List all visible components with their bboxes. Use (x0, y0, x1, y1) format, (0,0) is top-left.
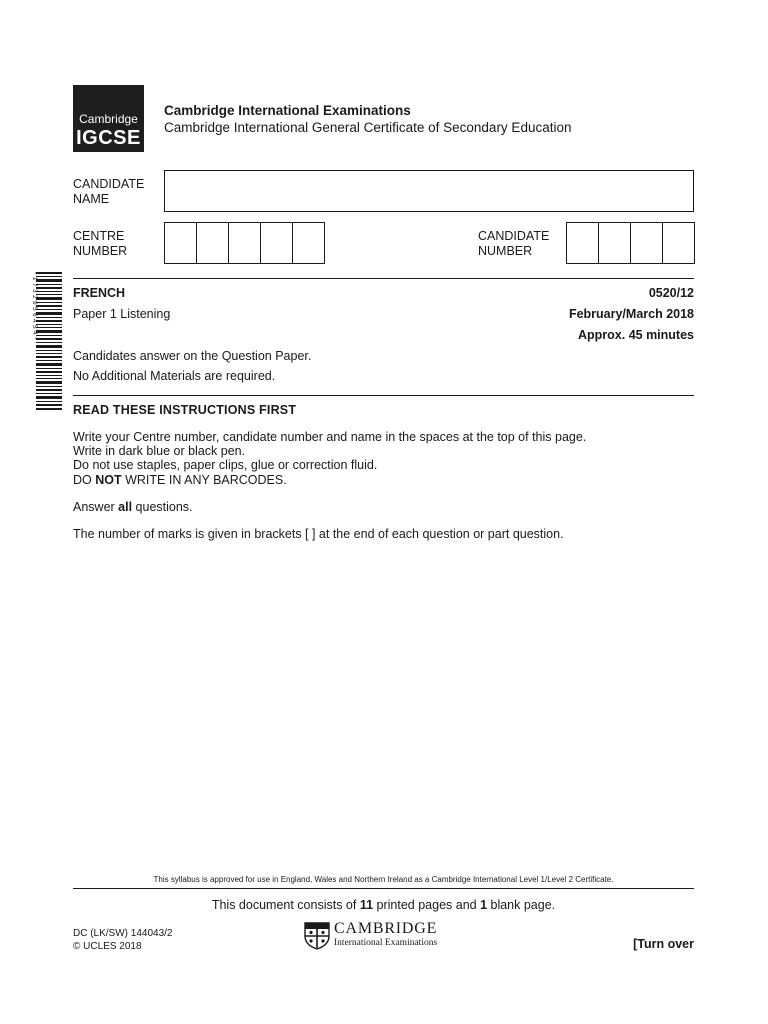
centre-number-field[interactable] (164, 222, 325, 264)
exam-session: February/March 2018 (568, 307, 694, 321)
divider (73, 278, 694, 279)
exam-board-title: Cambridge International Examinations (164, 103, 411, 118)
exam-board-subtitle: Cambridge International General Certificate of Secondary Education (164, 120, 572, 135)
cambridge-wordmark-subtitle: International Examinations (334, 938, 438, 948)
candidate-name-field[interactable] (164, 170, 694, 212)
materials-line-2: No Additional Materials are required. (73, 369, 276, 383)
paper-code: 0520/12 (648, 286, 694, 300)
page-count-printed: 11 (359, 898, 374, 912)
instruction-line-4-pre: DO (73, 473, 96, 487)
digit-box[interactable] (663, 223, 694, 263)
instruction-line-1: Write your Centre number, candidate number and name in the spaces at the top of this page. (73, 430, 587, 444)
answer-instruction-pre: Answer (73, 500, 119, 514)
candidate-number-field[interactable] (566, 222, 695, 264)
centre-number-label (73, 229, 127, 259)
instruction-line-4-post: WRITE IN ANY BARCODES. (121, 473, 287, 487)
digit-box[interactable] (599, 223, 631, 263)
divider (73, 888, 694, 889)
instruction-line-2: Write in dark blue or black pen. (73, 444, 246, 458)
syllabus-note: This syllabus is approved for use in England, Wales and Northern Ireland as a Cambridge International Level 1/Level 2 Certificate. (153, 875, 614, 884)
cambridge-wordmark: CAMBRIDGE (334, 920, 438, 937)
instructions-heading: READ THESE INSTRUCTIONS FIRST (73, 403, 297, 417)
digit-box[interactable] (631, 223, 663, 263)
digit-box[interactable] (293, 223, 324, 263)
candidate-number-label (478, 229, 549, 259)
subject-name: FRENCH (73, 286, 126, 300)
cambridge-crest-icon (304, 922, 330, 950)
marks-instruction: The number of marks is given in brackets [ ] at the end of each question or part question. (73, 527, 564, 541)
centre-number-label-line1: CENTRE (73, 229, 125, 243)
instruction-line-4-bold: NOT (95, 473, 122, 487)
logo-text-igcse: IGCSE (76, 127, 141, 149)
digit-box[interactable] (567, 223, 599, 263)
digit-box[interactable] (261, 223, 293, 263)
page-count-post: blank page. (487, 898, 556, 912)
copyright-text: © UCLES 2018 (73, 941, 142, 952)
barcode-icon (28, 272, 62, 410)
candidate-number-label-line2: NUMBER (478, 244, 533, 258)
materials-line-1: Candidates answer on the Question Paper. (73, 349, 312, 363)
document-ref-code: DC (LK/SW) 144043/2 (73, 928, 173, 939)
digit-box[interactable] (165, 223, 197, 263)
turn-over-note: [Turn over (633, 937, 694, 951)
divider (73, 395, 694, 396)
digit-box[interactable] (229, 223, 261, 263)
answer-instruction (73, 500, 193, 514)
candidate-number-label-line1: CANDIDATE (478, 229, 550, 243)
candidate-name-label-line1: CANDIDATE (73, 177, 145, 191)
instruction-line-4 (73, 473, 287, 487)
page-count-blank: 1 (480, 898, 488, 912)
document-reference (73, 927, 173, 953)
page-count-note (73, 898, 694, 912)
candidate-name-label-line2: NAME (73, 192, 110, 206)
paper-name: Paper 1 Listening (73, 307, 171, 321)
instruction-line-3: Do not use staples, paper clips, glue or correction fluid. (73, 458, 378, 472)
centre-number-label-line2: NUMBER (73, 244, 128, 258)
answer-instruction-post: questions. (132, 500, 193, 514)
page-count-mid: printed pages and (373, 898, 481, 912)
igcse-logo (73, 85, 144, 152)
barcode-digits: *1732956454* (31, 272, 38, 343)
digit-box[interactable] (197, 223, 229, 263)
page-count-pre: This document consists of (211, 898, 360, 912)
answer-instruction-bold: all (118, 500, 133, 514)
exam-duration: Approx. 45 minutes (578, 328, 694, 342)
candidate-name-label (73, 177, 144, 207)
logo-text-cambridge: Cambridge (79, 112, 138, 126)
